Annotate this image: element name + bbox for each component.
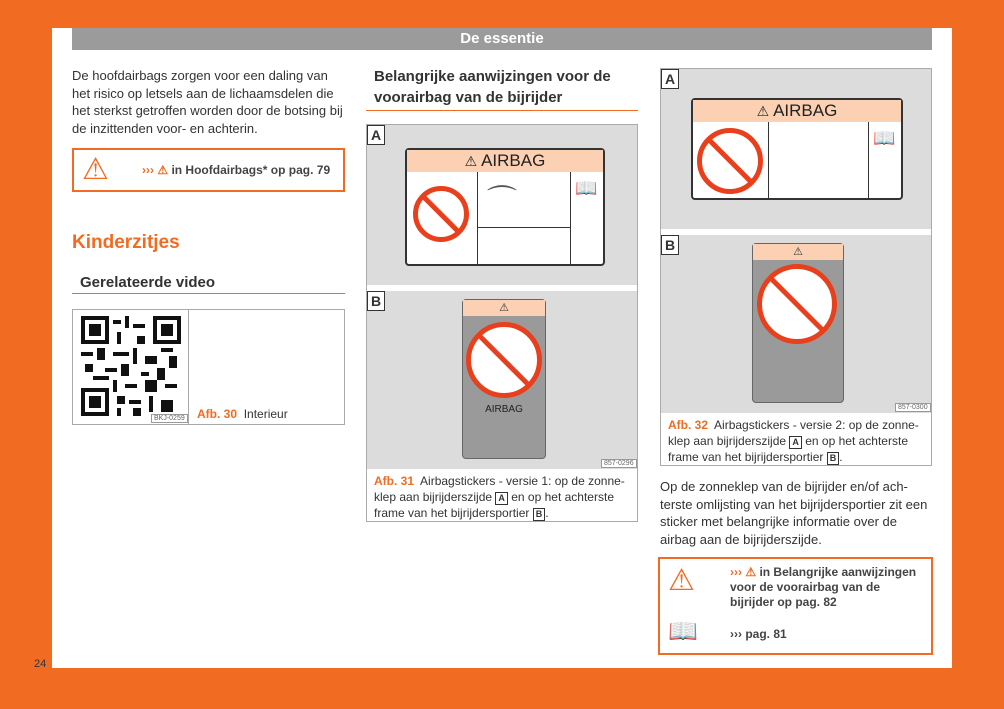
door-sticker: ⚠ bbox=[752, 243, 844, 403]
intro-text: De hoofdairbags zorgen voor een daling van het risico op letsels aan de lichaamsdelen die het sterkst getroffen worden door de botsing bij de inzittenden voor- en achterin. bbox=[72, 68, 343, 136]
reference-link[interactable]: ››› pag. 81 bbox=[730, 627, 787, 641]
airbag-label: AIRBAG bbox=[485, 404, 523, 415]
subsection-title: Gerelateerde video bbox=[72, 272, 345, 294]
panel-a bbox=[661, 69, 931, 229]
panel-label-b: B bbox=[367, 291, 385, 311]
figure-code: 857-0296 bbox=[601, 459, 637, 468]
qr-code-icon bbox=[81, 316, 181, 416]
warning-box bbox=[658, 557, 933, 655]
qr-code[interactable] bbox=[73, 310, 189, 424]
warning-icon: ⚠ bbox=[464, 153, 482, 169]
airbag-sticker bbox=[691, 98, 903, 200]
warning-link[interactable]: ››› ⚠ in Belangrijke aanwijzingen voor de voorairbag van de bijrijder op pag. 82 bbox=[730, 565, 917, 609]
figure-caption: Afb. 31 Airbagstickers - versie 1: op de zonne-klep aan bijrijderszijde A en op het achterste frame van het bijrijdersportier B . bbox=[374, 474, 625, 520]
figure-caption: Afb. 32 Airbagstickers - versie 2: op de zonne-klep aan bijrijderszijde A en op het achterste frame van het bijrijdersportier B . bbox=[668, 418, 919, 464]
warning-icon: ⚠ bbox=[756, 103, 774, 119]
body-text: Op de zonneklep van de bijrijder en/of ach-terste omlijsting van het bijrijdersportier zit een sticker met belangrijke informatie over de airbag aan de bijrijderszijde. bbox=[660, 479, 928, 547]
warning-link[interactable]: ››› ⚠ in Hoofdairbags* op pag. 79 bbox=[142, 163, 331, 177]
panel-a bbox=[367, 125, 637, 285]
book-search-icon: 📖 bbox=[668, 618, 698, 645]
page-number: 24 bbox=[34, 658, 47, 670]
video-caption[interactable]: Afb. 30 Interieur bbox=[197, 407, 288, 421]
warning-box bbox=[72, 148, 345, 192]
figure-31 bbox=[366, 124, 638, 522]
warning-icon: ⚠ bbox=[668, 564, 695, 597]
figure-32 bbox=[660, 68, 932, 466]
panel-b bbox=[661, 235, 931, 413]
no-child-seat-icon bbox=[757, 264, 837, 344]
section-header: De essentie bbox=[72, 28, 932, 50]
panel-b bbox=[367, 291, 637, 469]
manual-icon: 📖 bbox=[575, 178, 598, 198]
door-sticker: ⚠ AIRBAG bbox=[462, 299, 546, 459]
panel-label-a: A bbox=[367, 125, 385, 145]
seat-airbag-icon: ⌒ bbox=[487, 185, 517, 218]
figure-code: 857-0300 bbox=[895, 403, 931, 412]
sticker-header: ⚠ AIRBAG bbox=[407, 150, 603, 172]
airbag-sticker bbox=[405, 148, 605, 266]
no-child-seat-icon bbox=[466, 322, 542, 398]
no-child-seat-icon bbox=[697, 128, 763, 194]
figure-code: BKJ-0259 bbox=[151, 414, 188, 423]
panel-label-b: B bbox=[661, 235, 679, 255]
sticker-header: ⚠ AIRBAG bbox=[693, 100, 901, 122]
panel-label-a: A bbox=[661, 69, 679, 89]
no-child-seat-icon bbox=[413, 186, 469, 242]
warning-icon: ⚠ bbox=[82, 153, 109, 186]
manual-icon: 📖 bbox=[873, 128, 896, 148]
video-figure bbox=[72, 309, 345, 425]
section-title: Kinderzitjes bbox=[72, 232, 180, 253]
middle-heading: Belangrijke aanwijzingen voor de voorairbag van de bijrijder bbox=[366, 66, 638, 111]
